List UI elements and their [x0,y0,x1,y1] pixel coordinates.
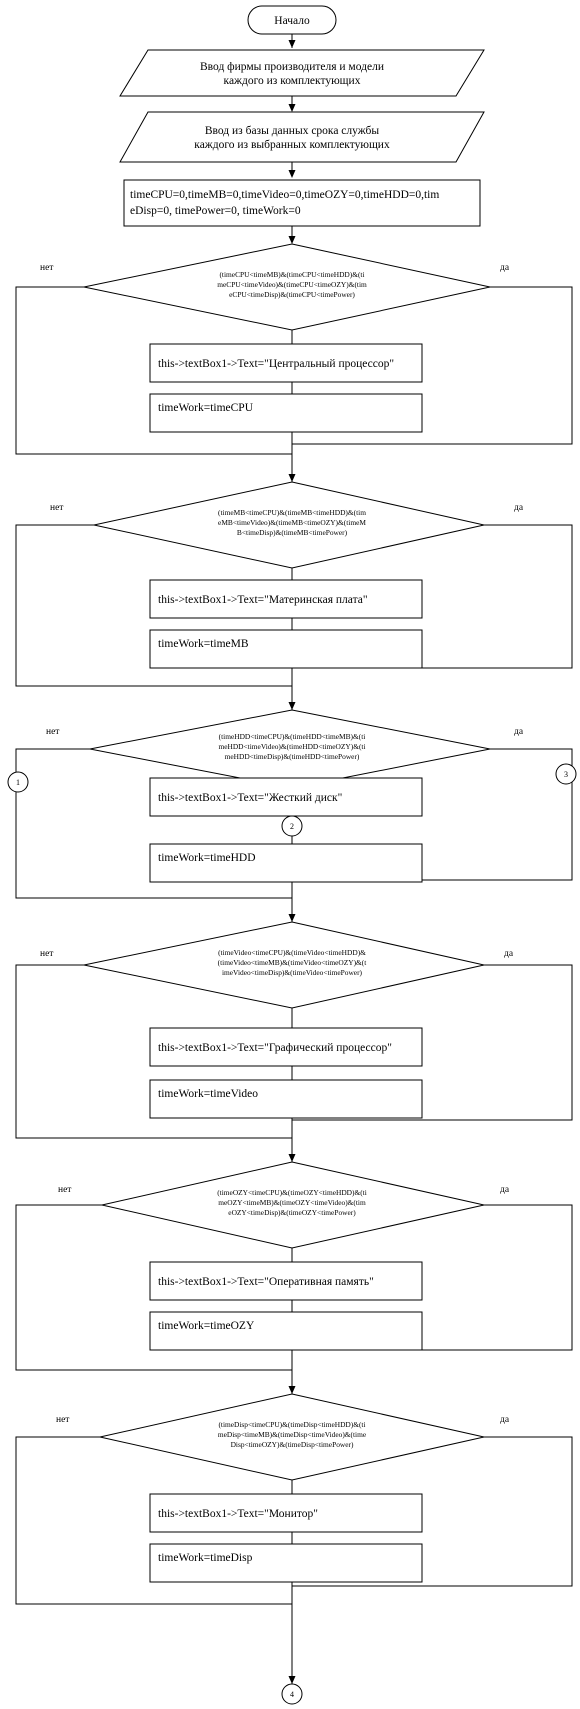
decision-condition: (timeVideo<timeCPU)&(timeVideo<timeHDD)& [218,948,366,957]
connector-label: 2 [290,822,294,831]
arrow-head [289,40,296,48]
arrow-head [289,1676,296,1684]
connector-label: 4 [290,1690,294,1699]
decision-condition: meOZY<timeMB)&(timeOZY<timeVideo)&(tim [218,1198,366,1207]
branch-label-no: нет [40,949,54,959]
branch-label-yes: да [504,949,514,959]
assign-text-statement: this->textBox1->Text="Графический процессор" [158,1042,392,1054]
assign-work-statement: timeWork=timeCPU [158,402,253,414]
decision-condition: eOZY<timeDisp)&(timeOZY<timePower) [228,1208,356,1217]
assign-work-statement: timeWork=timeOZY [158,1320,255,1332]
decision-condition: meHDD<timeVideo)&(timeHDD<timeOZY)&(ti [218,742,366,751]
arrow-head [289,1386,296,1394]
decision-condition: meDisp<timeMB)&(timeDisp<timeVideo)&(time [217,1430,367,1439]
branch-label-yes: да [514,503,524,513]
branch-label-no: нет [58,1185,72,1195]
branch-label-yes: да [500,263,510,273]
decision-condition: B<timeDisp)&(timeMB<timePower) [236,528,348,537]
decision-condition: eCPU<timeDisp)&(timeCPU<timePower) [229,290,355,299]
start-label: Начало [274,15,310,27]
branch-label-no: нет [50,503,64,513]
connector-label: 1 [16,778,20,787]
init-process-box [124,180,480,226]
assign-text-statement: this->textBox1->Text="Оперативная память" [158,1276,374,1288]
decision-condition: (timeDisp<timeCPU)&(timeDisp<timeHDD)&(ti [218,1420,366,1429]
decision-condition: (timeCPU<timeMB)&(timeCPU<timeHDD)&(ti [219,270,365,279]
decision-condition: (timeOZY<timeCPU)&(timeOZY<timeHDD)&(ti [217,1188,367,1197]
branch-label-no: нет [56,1415,70,1425]
decision-condition: Disp<timeOZY)&(timeDisp<timePower) [230,1440,354,1449]
arrow-head [289,474,296,482]
init-text: eDisp=0, timePower=0, timeWork=0 [130,205,301,217]
arrow-head [289,236,296,244]
assign-text-statement: this->textBox1->Text="Материнская плата" [158,594,368,606]
assign-work-statement: timeWork=timeMB [158,638,249,650]
decision-condition: (timeHDD<timeCPU)&(timeHDD<timeMB)&(ti [218,732,366,741]
branch-label-yes: да [500,1415,510,1425]
input-text: каждого из выбранных комплектующих [194,139,390,151]
input-parallelogram [120,112,484,162]
assign-text-statement: this->textBox1->Text="Жесткий диск" [158,792,343,804]
decision-condition: (timeVideo<timeMB)&(timeVideo<timeOZY)&(t [217,958,367,967]
arrow-head [289,1154,296,1162]
arrow-head [289,702,296,710]
assign-text-statement: this->textBox1->Text="Центральный процессор" [158,358,395,370]
decision-condition: eMB<timeVideo)&(timeMB<timeOZY)&(timeM [218,518,366,527]
decision-condition: imeVideo<timeDisp)&(timeVideo<timePower) [221,968,363,977]
branch-label-yes: да [500,1185,510,1195]
branch-label-no: нет [46,727,60,737]
input-text: Ввод фирмы производителя и модели [200,61,384,73]
init-text: timeCPU=0,timeMB=0,timeVideo=0,timeOZY=0,timeHDD=0,tim [130,189,440,201]
arrow-head [289,914,296,922]
input-text: каждого из комплектующих [223,75,361,87]
arrow-head [289,170,296,178]
decision-condition: (timeMB<timeCPU)&(timeMB<timeHDD)&(tim [218,508,366,517]
decision-condition: meHDD<timeDisp)&(timeHDD<timePower) [224,752,360,761]
assign-work-statement: timeWork=timeVideo [158,1088,259,1100]
decision-condition: meCPU<timeVideo)&(timeCPU<timeOZY)&(tim [217,280,367,289]
arrow-head [289,104,296,112]
assign-work-statement: timeWork=timeHDD [158,852,256,864]
connector-label: 3 [564,770,568,779]
branch-label-yes: да [514,727,524,737]
assign-work-statement: timeWork=timeDisp [158,1552,253,1564]
assign-text-statement: this->textBox1->Text="Монитор" [158,1508,318,1520]
branch-label-no: нет [40,263,54,273]
input-text: Ввод из базы данных срока службы [204,125,380,137]
input-parallelogram [120,50,484,96]
